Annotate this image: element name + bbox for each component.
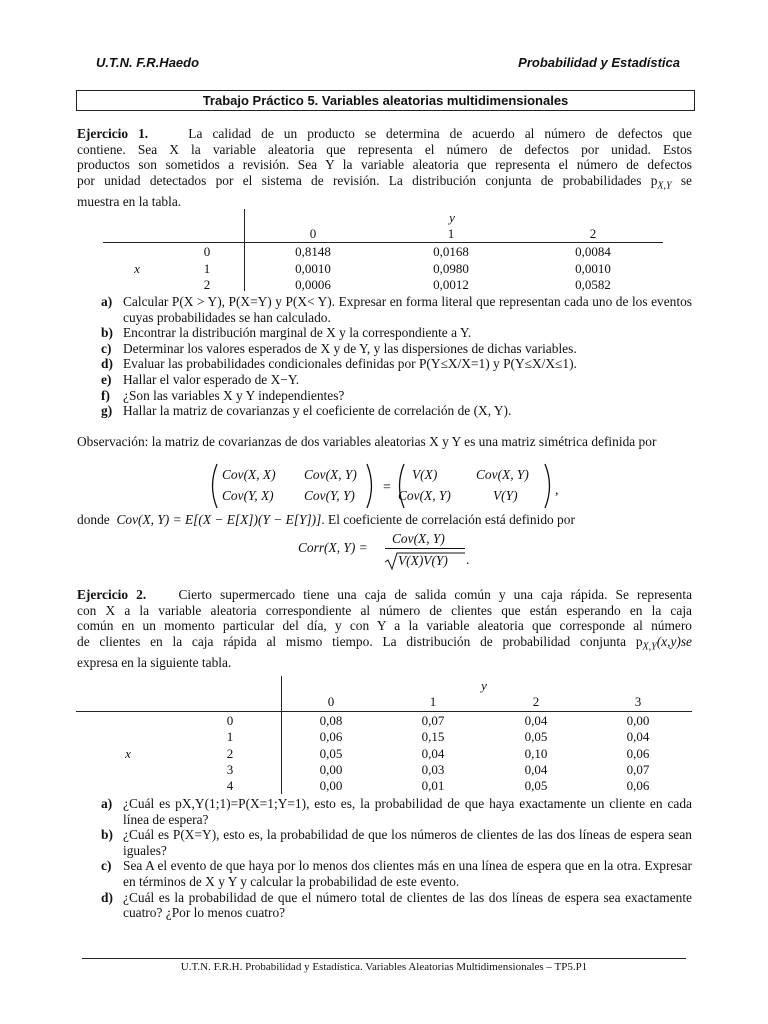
ex2-table-cell: 0,04 bbox=[626, 729, 650, 744]
fraction-bar bbox=[385, 548, 465, 549]
ex2-table-cell: 0,15 bbox=[421, 729, 445, 744]
ex1-line4-wrap bbox=[77, 173, 692, 194]
ex1-table-cell: 0,0168 bbox=[433, 244, 469, 259]
ex2-line5: expresa en la siguiente tabla. bbox=[77, 655, 232, 671]
list-item: a) Calcular P(X > Y), P(X=Y) y P(X< Y). Expresar en forma literal que representan cada uno de los eventos cuyas probabilidades se han calculado. bbox=[101, 294, 692, 325]
cov-definition: Cov(X, Y) = E[(X − E[X])(Y − E[Y])] bbox=[116, 512, 322, 527]
corr-denominator: V(X)V(Y) bbox=[398, 553, 448, 568]
ex1-row-var: x bbox=[134, 261, 140, 276]
ex1-table-cell: 0,8148 bbox=[295, 244, 331, 259]
matrix-right-cell: Cov(X, Y) bbox=[398, 488, 451, 503]
list-item: e) Hallar el valor esperado de X−Y. bbox=[101, 371, 300, 387]
header-course: Probabilidad y Estadística bbox=[518, 55, 680, 70]
corr-period: . bbox=[466, 552, 470, 567]
matrix-left-cell: Cov(X, Y) bbox=[304, 467, 357, 482]
ex2-table-cell: 0,04 bbox=[524, 762, 548, 777]
ex2-table-cell: 0,06 bbox=[626, 746, 650, 761]
ex1-col-header: 2 bbox=[589, 226, 597, 241]
ex2-table-cell: 0,01 bbox=[421, 778, 445, 793]
ex1-table-cell: 0,0084 bbox=[575, 244, 611, 259]
ex1-col-header: 0 bbox=[309, 226, 317, 241]
ex1-intro bbox=[77, 126, 692, 210]
ex1-label: Ejercicio 1. bbox=[77, 126, 149, 141]
list-item: c) Determinar los valores esperados de X y de Y, y las dispersiones de dichas variables. bbox=[101, 340, 577, 356]
ex2-intro bbox=[77, 587, 692, 671]
matrix-left-cell: Cov(Y, Y) bbox=[304, 488, 355, 503]
list-item: g) Hallar la matriz de covarianzas y el coeficiente de correlación de (X, Y). bbox=[101, 403, 512, 419]
page-title: Trabajo Práctico 5. Variables aleatorias multidimensionales bbox=[76, 90, 695, 111]
ex2-table-cell: 0,00 bbox=[319, 762, 343, 777]
ex2-table-cell: 0,07 bbox=[421, 713, 445, 728]
corr-numerator: Cov(X, Y) bbox=[392, 531, 445, 546]
cov-definition-line bbox=[77, 512, 575, 528]
corr-lhs: Corr(X, Y) = bbox=[298, 540, 368, 555]
ex2-table-cell: 0,08 bbox=[319, 713, 343, 728]
matrix-left-cell: Cov(X, X) bbox=[222, 467, 276, 482]
ex2-col-header: 3 bbox=[634, 694, 642, 709]
ex2-col-header: 0 bbox=[327, 694, 335, 709]
ex2-line2: con X a la variable aleatoria correspondiente al número de clientes que están esperando en la caja bbox=[77, 602, 692, 618]
ex1-line1: La calidad de un producto se determina de acuerdo al número de defectos que bbox=[188, 126, 692, 141]
footer-divider bbox=[82, 958, 686, 959]
ex2-table-cell: 0,05 bbox=[524, 729, 548, 744]
ex1-line4-end: se bbox=[671, 172, 692, 188]
ex2-table-cell: 0,10 bbox=[524, 746, 548, 761]
ex1-row-header: 1 bbox=[203, 261, 211, 276]
ex2-table-cell: 0,03 bbox=[421, 762, 445, 777]
page-footer: U.T.N. F.R.H. Probabilidad y Estadística. Variables Aleatorias Multidimensionales – TP5.P1 bbox=[180, 961, 588, 973]
list-item: d) Evaluar las probabilidades condicionales definidas por P(Y≤X/X=1) y P(Y≤X/X≤1). bbox=[101, 356, 577, 372]
ex2-table-cell: 0,00 bbox=[626, 713, 650, 728]
ex1-line2: contiene. Sea X la variable aleatoria que representa el número de defectos por unidad. Estos bbox=[77, 141, 692, 157]
list-item: c) Sea A el evento de que haya por lo menos dos clientes más en una línea de espera que en la otra. Expresar en términos de X y Y y calcular la probabilidad de este evento. bbox=[101, 858, 692, 889]
ex2-items bbox=[77, 796, 692, 921]
ex1-table-cell: 0,0010 bbox=[295, 261, 331, 276]
ex1-line4-sub: X,Y bbox=[657, 180, 672, 192]
ex2-row-header: 3 bbox=[226, 762, 234, 777]
ex1-table-cell: 0,0010 bbox=[575, 261, 611, 276]
ex1-line4: por unidad detectados por el sistema de revisión. La distribución conjunta de probabilidades p bbox=[77, 172, 658, 188]
ex1-items bbox=[77, 294, 692, 419]
ex2-table-cell: 0,00 bbox=[319, 778, 343, 793]
ex2-col-header: 1 bbox=[429, 694, 437, 709]
matrix-right-cell: Cov(X, Y) bbox=[476, 467, 529, 482]
list-item: a) ¿Cuál es pX,Y(1;1)=P(X=1;Y=1), esto es, la probabilidad de que haya exactamente un cliente en cada línea de espera? bbox=[101, 796, 692, 827]
list-item: b) ¿Cuál es P(X=Y), esto es, la probabilidad de que los números de clientes de las dos líneas de espera sean iguales? bbox=[101, 827, 692, 858]
ex1-observation: Observación: la matriz de covarianzas de dos variables aleatorias X y Y es una matriz simétrica definida por bbox=[77, 434, 657, 449]
ex2-line4-sub: X,Y bbox=[642, 641, 657, 653]
ex2-col-header: 2 bbox=[532, 694, 540, 709]
svg-text:,: , bbox=[555, 483, 559, 498]
ex1-table-cell: 0,0006 bbox=[295, 277, 331, 292]
svg-text:=: = bbox=[383, 480, 391, 495]
ex2-table-cell: 0,04 bbox=[421, 746, 445, 761]
ex2-line4-end: (x,y)se bbox=[656, 633, 692, 649]
list-item: b) Encontrar la distribución marginal de X y la correspondiente a Y. bbox=[101, 325, 472, 341]
ex2-table-cell: 0,06 bbox=[319, 729, 343, 744]
list-item: f) ¿Son las variables X y Y independientes? bbox=[101, 387, 345, 403]
ex1-table-cell: 0,0980 bbox=[433, 261, 469, 276]
ex2-line1: Cierto supermercado tiene una caja de salida común y una caja rápida. Se representa bbox=[178, 587, 693, 602]
donde-text: donde bbox=[77, 512, 110, 527]
ex2-line4: de clientes en la caja rápida al mismo tiempo. La distribución de probabilidad conjunta p bbox=[77, 633, 643, 649]
ex2-table-cell: 0,05 bbox=[319, 746, 343, 761]
ex2-row-var: x bbox=[125, 746, 131, 761]
ex1-table-cell: 0,0582 bbox=[575, 277, 611, 292]
ex2-table-cell: 0,06 bbox=[626, 778, 650, 793]
ex2-line4-wrap bbox=[77, 634, 692, 655]
ex1-table-cell: 0,0012 bbox=[433, 277, 469, 292]
ex1-col-var: y bbox=[449, 210, 455, 225]
ex1-line3: productos son sometidos a revisión. Sea Y la variable aleatoria que representa el número de defectos bbox=[77, 157, 692, 173]
matrix-right-cell: V(X) bbox=[412, 467, 438, 482]
ex2-row-header: 4 bbox=[226, 778, 234, 793]
ex2-table-cell: 0,04 bbox=[524, 713, 548, 728]
ex2-line3: común en un momento particular del día, y con Y a la variable aleatoria que corresponde al número bbox=[77, 618, 692, 634]
list-item: d) ¿Cuál es la probabilidad de que el número total de clientes de las dos líneas de espera sea exactamente cuatro? ¿Por lo menos cuatro? bbox=[101, 889, 692, 921]
ex1-col-header: 1 bbox=[447, 226, 455, 241]
ex1-row-header: 0 bbox=[203, 244, 211, 259]
ex1-line5: muestra en la tabla. bbox=[77, 194, 182, 210]
ex2-label: Ejercicio 2. bbox=[77, 587, 147, 602]
matrix-left-cell: Cov(Y, X) bbox=[222, 488, 274, 503]
ex2-row-header: 1 bbox=[226, 729, 234, 744]
ex1-row-header: 2 bbox=[203, 277, 211, 292]
header-institution: U.T.N. F.R.Haedo bbox=[96, 55, 200, 70]
ex2-col-var: y bbox=[481, 678, 487, 693]
matrix-right-cell: V(Y) bbox=[493, 488, 518, 503]
ex2-table-cell: 0,07 bbox=[626, 762, 650, 777]
corr-intro: . El coeficiente de correlación está definido por bbox=[321, 512, 575, 527]
ex2-row-header: 2 bbox=[226, 746, 234, 761]
ex2-row-header: 0 bbox=[226, 713, 234, 728]
ex2-table-cell: 0,05 bbox=[524, 778, 548, 793]
